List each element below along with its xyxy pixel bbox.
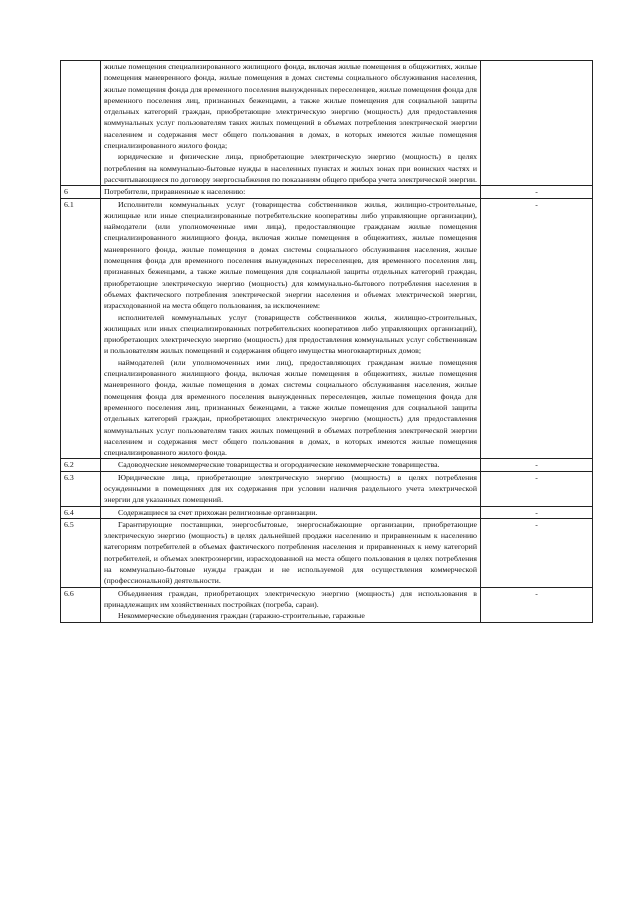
paragraph: Некоммерческие объединения граждан (гаражно-строительные, гаражные: [118, 611, 365, 621]
table-row: [61, 198, 593, 459]
row-number: 6.5: [61, 518, 101, 587]
paragraph: Объединения граждан, приобретающих электрическую энергию (мощность) для использования в принадлежащих им хозяйственных постройках (погреба, сараи).: [104, 588, 477, 609]
paragraph: наймодателей (или уполномоченных ими лиц), предоставляющих гражданам жилые помещения специализированного жилищного фонда, включая жилые помещения в общежитиях, жилые помещения маневренного фонда, жилые помещения в домах системы социального обслуживания населения, жилые помещения фонда для временного поселения вынужденных переселенцев, жилые помещения фонда для временного поселения лиц, признанных беженцами, а также жилые помещения для социальной защиты отдельных категорий граждан, приобретающих электрическую энергию (мощность) для предоставления коммунальных услуг пользователям таких жилых помещений в объемах потребления электрической энергии населением и содержания мест общего пользования в домах, в которых имеются жилые помещения специализированного жилого фонда.: [104, 357, 477, 458]
table-row: [61, 587, 593, 622]
row-value: [481, 61, 593, 186]
row-description: [101, 518, 481, 587]
table-row: [61, 518, 593, 587]
row-number: 6.1: [61, 198, 101, 459]
row-description: [101, 61, 481, 186]
row-number: 6.4: [61, 506, 101, 518]
row-number: 6.3: [61, 471, 101, 506]
paragraph: Содержащиеся за счет прихожан религиозные организации.: [118, 507, 318, 517]
tariff-table: [60, 60, 593, 623]
row-description: [101, 506, 481, 518]
table-row: [61, 471, 593, 506]
row-value: -: [481, 198, 593, 459]
row-description: [101, 459, 481, 471]
paragraph: жилые помещения специализированного жилищного фонда, включая жилые помещения в общежитиях, жилые помещения маневренного фонда, жилые помещения в домах системы социального обслуживания населения, жилые помещения фонда для временного поселения вынужденных переселенцев, жилые помещения фонда для временного поселения лиц, признанных беженцами, а также жилые помещения для социальной защиты отдельных категорий граждан, приобретающие электрическую энергию (мощность) для предоставления коммунальных услуг пользователям таких жилых помещений в объемах потребления электрической энергии населением и содержания мест общего пользования в домах, в которых имеются жилые помещения специализированного жилого фонда;: [104, 62, 477, 151]
table-row: [61, 186, 593, 198]
row-value: -: [481, 459, 593, 471]
row-number: 6.2: [61, 459, 101, 471]
paragraph: Юридические лица, приобретающие электрическую энергию (мощность) в целях потребления осужденными в помещениях для их содержания при условии наличия раздельного учета электрической энергии для указанных помещений.: [104, 472, 477, 505]
row-description: [101, 198, 481, 459]
row-number: 6.6: [61, 587, 101, 622]
table-row: [61, 459, 593, 471]
paragraph: исполнителей коммунальных услуг (товариществ собственников жилья, жилищно-строительных, жилищных или иных специализированных потребительских кооперативов либо управляющих организаций), приобретающих электрическую энергию (мощность) для предоставления коммунальных услуг собственникам и пользователям жилых помещений и содержания общего имущества многоквартирных домов;: [104, 312, 477, 356]
row-number: [61, 61, 101, 186]
table-row: [61, 61, 593, 186]
paragraph: юридические и физические лица, приобретающие электрическую энергию (мощность) в целях потребления на коммунально-бытовые нужды в населенных пунктах и жилых зонах при воинских частях и рассчитывающиеся по договору энергоснабжения по показаниям общего прибора учета электрической энергии.: [104, 152, 477, 184]
row-description: [101, 186, 481, 198]
row-description: [101, 471, 481, 506]
paragraph: Потребители, приравненные к населению:: [104, 187, 246, 197]
paragraph: Гарантирующие поставщики, энергосбытовые, энергоснабжающие организации, приобретающие электрическую энергию (мощность) в целях дальнейшей продажи населению и приравненным к населению категориям потребителей в объемах фактического потребления населения и приравненных к нему категорий потребителей, и объемах электроэнергии, израсходованной на места общего пользования в целях потребления на коммунально-бытовые нужды граждан и не используемой для осуществления коммерческой (профессиональной) деятельности.: [104, 519, 477, 586]
row-value: -: [481, 518, 593, 587]
row-value: -: [481, 506, 593, 518]
paragraph: Исполнители коммунальных услуг (товарищества собственников жилья, жилищно-строительные, жилищные или иные специализированные потребительские кооперативы либо управляющие организации), наймодатели (или уполномоченные ими лица), предоставляющие гражданам жилые помещения специализированного жилищного фонда, включая жилые помещения в общежитиях, жилые помещения маневренного фонда, жилые помещения в домах системы социального обслуживания населения, жилые помещения фонда для временного поселения вынужденных переселенцев, для временного поселения лиц, признанных беженцами, а также жилые помещения для социальной защиты отдельных категорий граждан, приобретающие электрическую энергию (мощность) для коммунально-бытового потребления населения в объемах фактического потребления электрической энергии населения и объемах электрической энергии, израсходованной на места общего пользования, за исключением:: [104, 199, 477, 311]
table-row: [61, 506, 593, 518]
row-value: -: [481, 587, 593, 622]
paragraph: Садоводческие некоммерческие товарищества и огороднические некоммерческие товарищества.: [118, 460, 440, 470]
row-value: -: [481, 186, 593, 198]
row-value: -: [481, 471, 593, 506]
row-number: 6: [61, 186, 101, 198]
row-description: [101, 587, 481, 622]
